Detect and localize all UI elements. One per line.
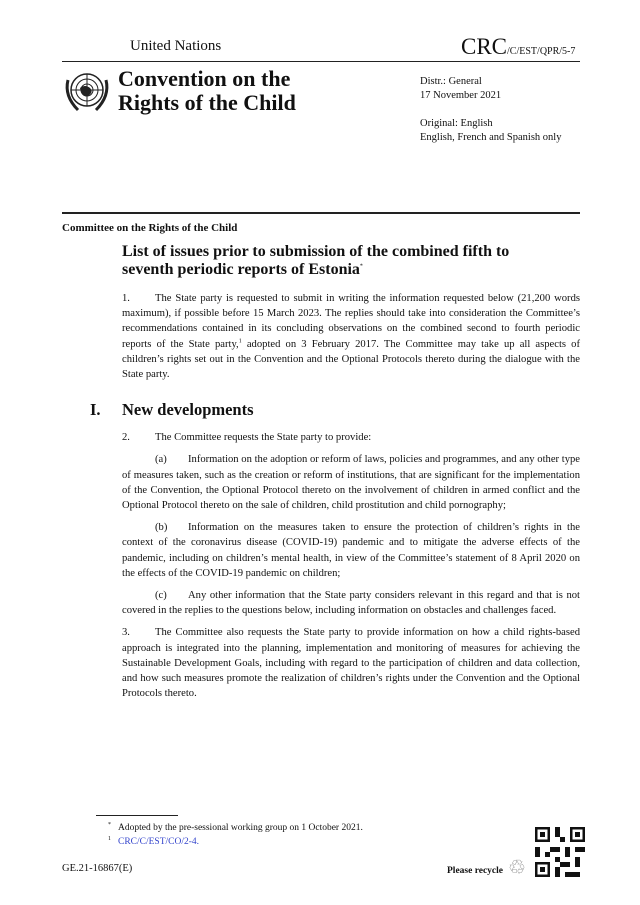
paragraph-3	[122, 625, 580, 701]
item-c	[122, 588, 580, 618]
footnote-text: Adopted by the pre-sessional working group on 1 October 2021.	[118, 823, 363, 833]
paragraph-1	[122, 291, 580, 382]
recycle-icon: ♲	[508, 857, 526, 879]
para-3-num: 3.	[122, 627, 130, 639]
convention-title	[118, 67, 296, 115]
committee-name: Committee on the Rights of the Child	[62, 222, 238, 234]
distribution-info	[420, 75, 561, 145]
symbol-main: CRC	[461, 34, 508, 59]
footnote-1: $^1$ CRC/C/EST/CO/2-4.	[108, 835, 200, 847]
please-recycle: Please recycle	[447, 866, 503, 876]
doc-title-line-1: List of issues prior to submission of the combined fifth to	[122, 243, 510, 260]
date: 17 November 2021	[420, 90, 502, 101]
paragraph-2	[122, 430, 580, 445]
item-a	[122, 452, 580, 513]
section-num: I.	[90, 400, 101, 420]
title-line-1: Convention on the	[118, 66, 291, 91]
item-c-text: Any other information that the State party considers relevant in this regard and that is not covered in the replies to the questions below, including information on obstacles and challenges faced.	[122, 590, 580, 617]
header-rule	[62, 61, 580, 62]
footnotes	[108, 821, 363, 849]
footnote-rule	[96, 815, 178, 816]
section-title: New developments	[122, 400, 254, 420]
section-heading	[90, 400, 580, 420]
languages: English, French and Spanish only	[420, 132, 562, 143]
body-content	[90, 291, 580, 708]
para-2-num: 2.	[122, 432, 130, 444]
para-1-text: The State party is requested to submit in writing the information requested below (21,200 words maximum), if possible before 15 March 2023. The replies should take into consideration the Committee’s recommendations contained in its concluding observations on the combined second to fourth periodic reports of the State party,	[122, 293, 580, 350]
thick-rule	[62, 212, 580, 214]
un-emblem-icon	[62, 66, 112, 116]
org-name: United Nations	[130, 38, 222, 54]
item-b	[122, 520, 580, 581]
para-2-text: The Committee requests the State party to provide:	[155, 432, 372, 444]
footnote-ref-1[interactable]: 1	[238, 338, 242, 345]
para-1-text-cont: adopted on 3 February 2017. The Committee may take up all aspects of children’s rights set out in the Convention and the Optional Protocols thereto during the dialogue with the State party.	[122, 338, 580, 381]
para-1-num: 1.	[122, 293, 130, 304]
doc-title-footnote-mark: *	[359, 263, 363, 270]
distr: Distr.: General	[420, 76, 482, 87]
item-a-text: Information on the adoption or reform of laws, policies and programmes, and any other type of measures taken, such as the creation or reform of institutions, that are significant for the implementation of the Convention, the Optional Protocol thereto on the involvement of children in armed conflict and the Optional Protocol thereto on the sale of children, child prostitution and child pornography;	[122, 454, 580, 512]
qr-code-icon	[535, 827, 585, 877]
item-b-label: (b)	[155, 522, 168, 534]
doc-title-line-2: seventh periodic reports of Estonia	[122, 261, 360, 278]
footnote-link[interactable]: CRC/C/EST/CO/2-4.	[118, 837, 200, 847]
symbol-suffix: /C/EST/QPR/5-7	[507, 46, 576, 57]
document-symbol	[461, 34, 575, 60]
para-3-text: The Committee also requests the State party to provide information on how a child rights-based approach is integrated into the planning, implementation and monitoring of measures for achieving the Sustainable Development Goals, including with regard to the participation of children and data collection, and how such measures promote the realization of children’s rights under the Convention and the Optional Protocols thereto.	[122, 627, 580, 700]
footnote-star: * Adopted by the pre-sessional working group on 1 October 2021.	[108, 821, 363, 833]
item-b-text: Information on the measures taken to ensure the protection of children’s rights in the context of the coronavirus disease (COVID-19) pandemic and to mitigate the adverse effects of the pandemic, including on children’s mental health, in view of the Committee’s statement of 8 April 2020 on the effects of the COVID-19 pandemic on children;	[122, 522, 580, 579]
title-line-2: Rights of the Child	[118, 90, 296, 115]
document-title	[122, 243, 582, 279]
item-c-label: (c)	[155, 590, 167, 602]
job-number: GE.21-16867(E)	[62, 863, 133, 874]
item-a-label: (a)	[155, 454, 167, 466]
original-language: Original: English	[420, 118, 493, 129]
